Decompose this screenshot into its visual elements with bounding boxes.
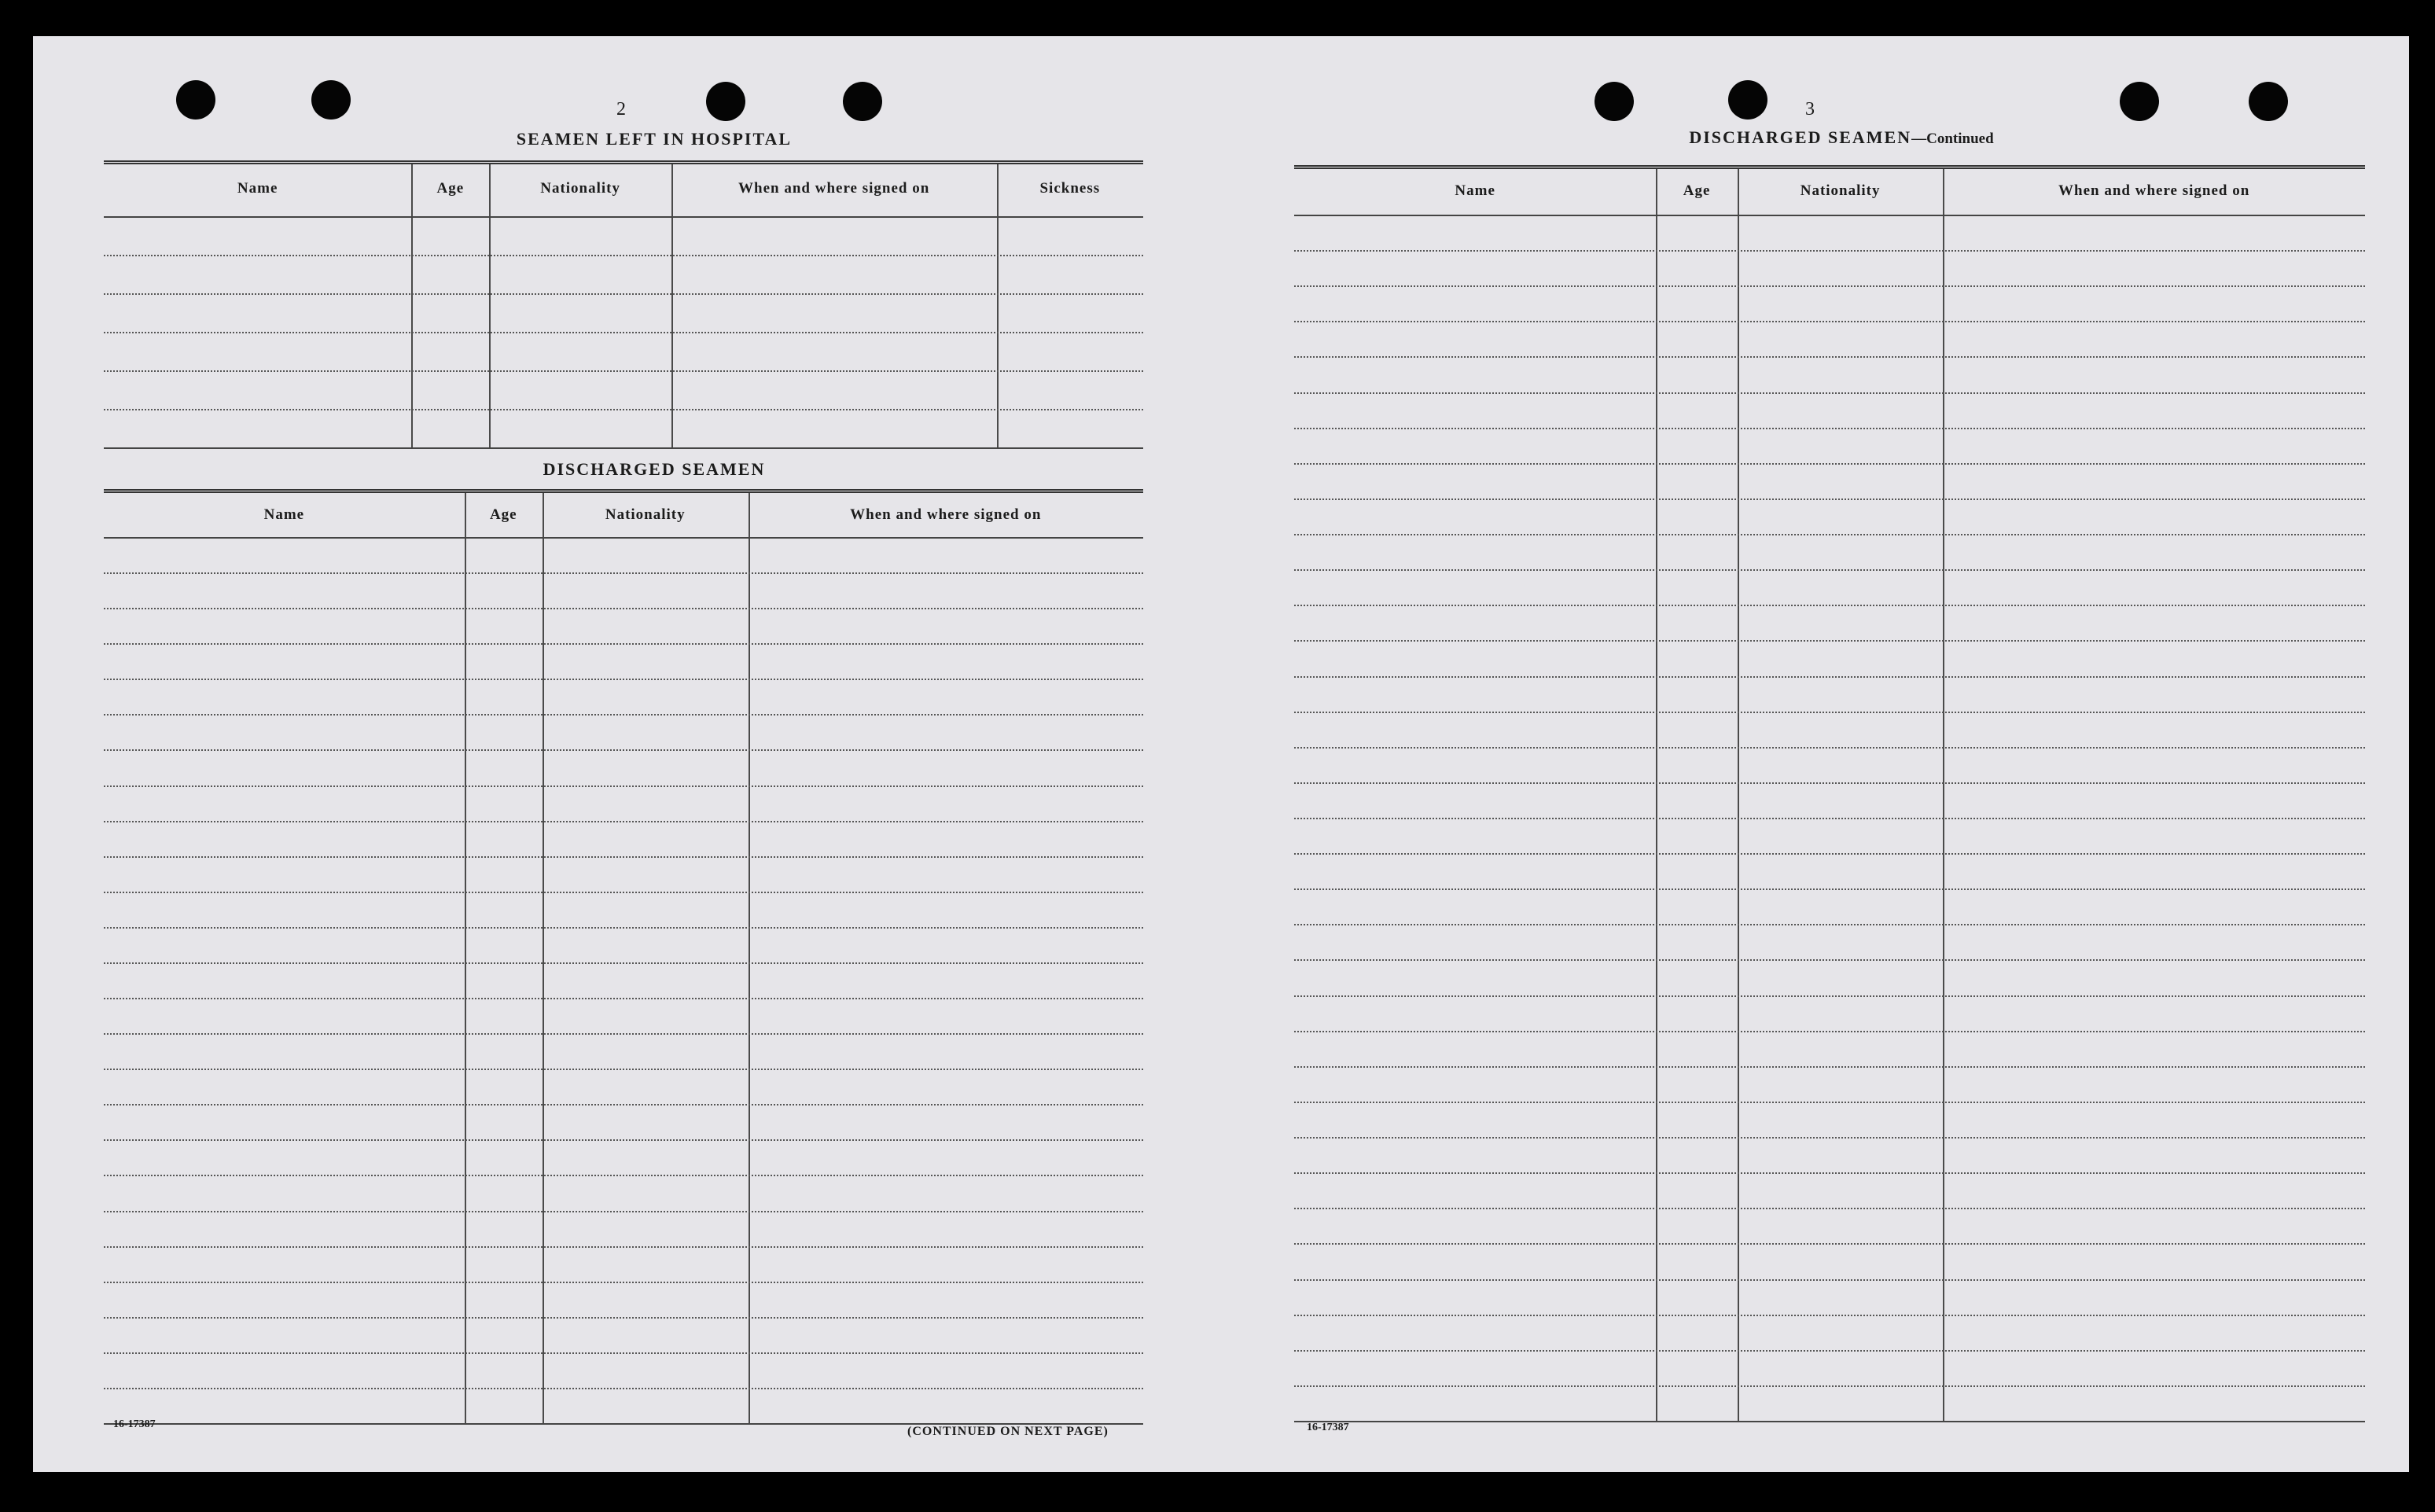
entry-row-line xyxy=(104,1033,1143,1035)
header-rule xyxy=(104,216,1143,218)
punch-hole xyxy=(2120,82,2159,121)
entry-row-line xyxy=(104,749,1143,751)
entry-row-line xyxy=(1294,605,2365,606)
entry-row-line xyxy=(1294,498,2365,500)
entry-row-line xyxy=(104,821,1143,822)
entry-row-line xyxy=(104,927,1143,929)
entry-row-line xyxy=(104,1211,1143,1212)
entry-row-line xyxy=(104,447,1143,449)
entry-row-line xyxy=(104,1317,1143,1319)
entry-row-line xyxy=(104,409,1143,410)
entry-row-line xyxy=(1294,853,2365,855)
entry-row-line xyxy=(1294,321,2365,322)
punch-hole xyxy=(311,80,351,120)
entry-row-line xyxy=(104,1139,1143,1141)
entry-row-line xyxy=(104,332,1143,333)
continued-note: (CONTINUED ON NEXT PAGE) xyxy=(907,1425,1109,1438)
entry-row-line xyxy=(1294,1350,2365,1352)
entry-row-line xyxy=(104,1104,1143,1105)
punch-hole xyxy=(1728,80,1767,120)
column-header-name: Name xyxy=(263,506,305,523)
entry-row-line xyxy=(104,1069,1143,1070)
right-page-number: 3 xyxy=(1805,99,1815,120)
entry-row-line xyxy=(1294,1385,2365,1387)
column-header-nationality: Nationality xyxy=(540,179,621,197)
entry-row-line xyxy=(1294,250,2365,252)
column-header-age: Age xyxy=(436,179,465,197)
entry-row-line xyxy=(1294,285,2365,287)
entry-row-line xyxy=(104,1388,1143,1389)
discharged-section-title: DISCHARGED SEAMEN xyxy=(543,459,766,479)
entry-row-line xyxy=(1294,1102,2365,1103)
header-rule xyxy=(104,537,1143,539)
entry-row-line xyxy=(1294,888,2365,890)
entry-row-line xyxy=(1294,356,2365,358)
entry-row-line xyxy=(1294,392,2365,394)
column-header-when: When and where signed on xyxy=(850,506,1042,523)
column-divider xyxy=(489,164,491,447)
entry-row-line xyxy=(1294,1137,2365,1139)
entry-row-line xyxy=(1294,569,2365,571)
column-header-name: Name xyxy=(237,179,278,197)
punch-hole xyxy=(706,82,745,121)
entry-row-line xyxy=(1294,534,2365,535)
column-divider xyxy=(543,493,544,1423)
punch-hole xyxy=(843,82,882,121)
column-header-age: Age xyxy=(1683,182,1711,200)
entry-row-line xyxy=(1294,818,2365,819)
entry-row-line xyxy=(104,962,1143,964)
right-form-number: 16-17387 xyxy=(1307,1422,1349,1433)
entry-row-line xyxy=(104,643,1143,645)
column-divider xyxy=(671,164,673,447)
entry-row-line xyxy=(1294,1315,2365,1316)
right-title-main: DISCHARGED SEAMEN xyxy=(1689,127,1912,147)
left-form-number: 16-17387 xyxy=(113,1418,156,1430)
header-rule xyxy=(1294,215,2365,216)
hospital-section-title: SEAMEN LEFT IN HOSPITAL xyxy=(516,129,793,149)
column-header-age: Age xyxy=(489,506,517,523)
column-header-when: When and where signed on xyxy=(2058,182,2250,200)
entry-row-line xyxy=(1294,747,2365,749)
entry-row-line xyxy=(1294,712,2365,713)
entry-row-line xyxy=(1294,1243,2365,1245)
entry-row-line xyxy=(104,1282,1143,1283)
entry-row-line xyxy=(104,608,1143,609)
punch-hole xyxy=(2249,82,2288,121)
entry-row-line xyxy=(104,572,1143,574)
ledger-sheet xyxy=(33,36,2409,1472)
right-title-suffix: —Continued xyxy=(1911,131,1994,147)
entry-row-line xyxy=(1294,1031,2365,1032)
column-divider xyxy=(465,493,466,1423)
entry-row-line xyxy=(1294,924,2365,925)
left-page-number: 2 xyxy=(616,99,626,120)
entry-row-line xyxy=(1294,995,2365,997)
entry-row-line xyxy=(104,293,1143,295)
column-header-nationality: Nationality xyxy=(1800,182,1881,200)
entry-row-line xyxy=(104,1175,1143,1176)
column-divider xyxy=(997,164,999,447)
entry-row-line xyxy=(1294,640,2365,642)
column-header-name: Name xyxy=(1455,182,1495,200)
punch-hole xyxy=(176,80,215,120)
column-header-when: When and where signed on xyxy=(738,179,930,197)
discharged-table xyxy=(104,489,1143,1423)
entry-row-line xyxy=(1294,1172,2365,1174)
hospital-table xyxy=(104,160,1143,447)
entry-row-line xyxy=(1294,1208,2365,1209)
entry-row-line xyxy=(104,679,1143,680)
entry-row-line xyxy=(1294,1279,2365,1281)
entry-row-line xyxy=(1294,782,2365,784)
entry-row-line xyxy=(104,1352,1143,1354)
entry-row-line xyxy=(1294,1421,2365,1422)
column-divider xyxy=(749,493,750,1423)
continued-table xyxy=(1294,165,2365,1421)
entry-row-line xyxy=(1294,1066,2365,1068)
entry-row-line xyxy=(104,255,1143,256)
entry-row-line xyxy=(104,785,1143,787)
entry-row-line xyxy=(104,892,1143,893)
punch-hole xyxy=(1595,82,1634,121)
column-divider xyxy=(411,164,413,447)
entry-row-line xyxy=(104,998,1143,999)
entry-row-line xyxy=(1294,959,2365,961)
entry-row-line xyxy=(104,370,1143,372)
entry-row-line xyxy=(104,856,1143,858)
entry-row-line xyxy=(1294,463,2365,465)
entry-row-line xyxy=(104,714,1143,716)
column-header-sickness: Sickness xyxy=(1039,179,1101,197)
right-page-title xyxy=(1543,127,2140,148)
column-header-nationality: Nationality xyxy=(605,506,686,523)
entry-row-line xyxy=(104,1246,1143,1248)
entry-row-line xyxy=(1294,428,2365,429)
entry-row-line xyxy=(1294,676,2365,678)
